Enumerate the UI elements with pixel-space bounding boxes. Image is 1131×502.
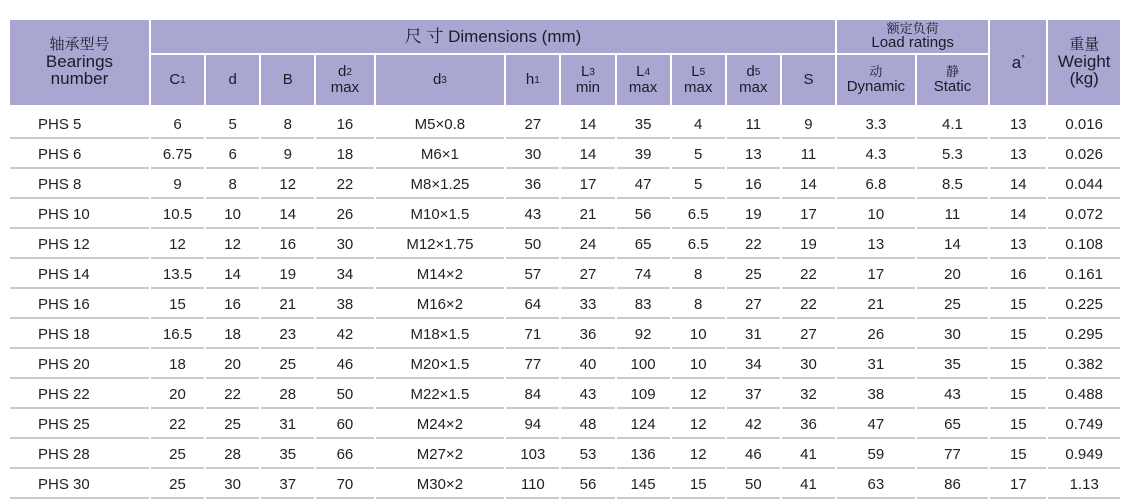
cell-d2: 22: [316, 171, 373, 199]
header-d5-label: d: [746, 63, 755, 81]
cell-static: 65: [917, 411, 989, 439]
cell-static: 4.1: [917, 111, 989, 139]
cell-l5: 5: [672, 171, 725, 199]
table-row: [10, 231, 1120, 259]
cell-d3: M20×1.5: [376, 351, 505, 379]
cell-s: 9: [782, 111, 835, 139]
cell-l3: 14: [561, 141, 614, 169]
cell-b: 12: [261, 171, 314, 199]
cell-model: PHS 14: [10, 261, 149, 289]
table-row: [10, 411, 1120, 439]
cell-alpha: 17: [990, 471, 1046, 499]
cell-s: 27: [782, 321, 835, 349]
cell-l4: 35: [617, 111, 670, 139]
cell-c1: 13.5: [151, 261, 204, 289]
cell-h1: 30: [506, 141, 559, 169]
cell-l5: 4: [672, 111, 725, 139]
cell-d5: 50: [727, 471, 780, 499]
cell-h1: 71: [506, 321, 559, 349]
cell-model: PHS 16: [10, 291, 149, 319]
cell-d2: 18: [316, 141, 373, 169]
header-load-en: Load ratings: [871, 34, 954, 52]
cell-b: 31: [261, 411, 314, 439]
cell-s: 36: [782, 411, 835, 439]
cell-model: PHS 18: [10, 321, 149, 349]
header-l5: [672, 55, 725, 105]
cell-s: 14: [782, 171, 835, 199]
cell-c1: 10.5: [151, 201, 204, 229]
cell-alpha: 13: [990, 141, 1046, 169]
bearing-spec-table-wrapper: [8, 18, 1122, 501]
cell-model: PHS 25: [10, 411, 149, 439]
header-l3: [561, 55, 614, 105]
cell-d5: 11: [727, 111, 780, 139]
cell-d: 5: [206, 111, 259, 139]
header-h1: [506, 55, 559, 105]
cell-l5: 6.5: [672, 201, 725, 229]
cell-b: 14: [261, 201, 314, 229]
cell-d: 25: [206, 411, 259, 439]
cell-model: PHS 8: [10, 171, 149, 199]
cell-d5: 22: [727, 231, 780, 259]
cell-s: 19: [782, 231, 835, 259]
cell-d2: 38: [316, 291, 373, 319]
header-alpha: [990, 20, 1046, 105]
cell-static: 77: [917, 441, 989, 469]
cell-l3: 53: [561, 441, 614, 469]
cell-h1: 94: [506, 411, 559, 439]
cell-dynamic: 10: [837, 201, 915, 229]
header-l3-min: min: [575, 79, 601, 96]
cell-s: 32: [782, 381, 835, 409]
spacer-cell: [10, 107, 1120, 109]
cell-l5: 6.5: [672, 231, 725, 259]
cell-d3: M14×2: [376, 261, 505, 289]
cell-d: 12: [206, 231, 259, 259]
cell-dynamic: 4.3: [837, 141, 915, 169]
cell-d5: 31: [727, 321, 780, 349]
cell-l3: 40: [561, 351, 614, 379]
cell-static: 20: [917, 261, 989, 289]
table-row: [10, 291, 1120, 319]
cell-b: 16: [261, 231, 314, 259]
cell-l3: 14: [561, 111, 614, 139]
header-c1: [151, 55, 204, 105]
header-dynamic: [837, 55, 915, 105]
cell-h1: 27: [506, 111, 559, 139]
cell-l4: 39: [617, 141, 670, 169]
cell-l3: 33: [561, 291, 614, 319]
cell-static: 35: [917, 351, 989, 379]
cell-d2: 42: [316, 321, 373, 349]
cell-d3: M16×2: [376, 291, 505, 319]
cell-l5: 15: [672, 471, 725, 499]
table-row: [10, 261, 1120, 289]
cell-weight: 0.749: [1048, 411, 1120, 439]
cell-d2: 50: [316, 381, 373, 409]
cell-h1: 57: [506, 261, 559, 289]
cell-d3: M8×1.25: [376, 171, 505, 199]
cell-l4: 47: [617, 171, 670, 199]
cell-weight: 0.072: [1048, 201, 1120, 229]
cell-h1: 36: [506, 171, 559, 199]
cell-dynamic: 3.3: [837, 111, 915, 139]
cell-b: 35: [261, 441, 314, 469]
cell-dynamic: 21: [837, 291, 915, 319]
cell-l4: 136: [617, 441, 670, 469]
header-alpha-degree: °: [1021, 52, 1025, 63]
cell-d5: 16: [727, 171, 780, 199]
header-weight-cn: 重量: [1069, 35, 1100, 53]
header-bearings-number: [10, 20, 149, 105]
cell-weight: 0.225: [1048, 291, 1120, 319]
table-row: [10, 471, 1120, 499]
cell-l4: 74: [617, 261, 670, 289]
header-weight-en1: Weight: [1057, 51, 1111, 71]
cell-static: 11: [917, 201, 989, 229]
cell-b: 23: [261, 321, 314, 349]
cell-d2: 60: [316, 411, 373, 439]
cell-d: 16: [206, 291, 259, 319]
cell-l4: 56: [617, 201, 670, 229]
cell-d: 18: [206, 321, 259, 349]
cell-l5: 8: [672, 291, 725, 319]
cell-l3: 36: [561, 321, 614, 349]
cell-c1: 20: [151, 381, 204, 409]
header-d5: [727, 55, 780, 105]
header-d5-sub: 5: [754, 67, 761, 79]
cell-b: 9: [261, 141, 314, 169]
cell-weight: 0.295: [1048, 321, 1120, 349]
header-d2: [316, 55, 373, 105]
cell-d3: M24×2: [376, 411, 505, 439]
cell-d: 30: [206, 471, 259, 499]
header-dynamic-en: Dynamic: [846, 77, 906, 95]
cell-static: 5.3: [917, 141, 989, 169]
cell-s: 30: [782, 351, 835, 379]
cell-b: 37: [261, 471, 314, 499]
cell-model: PHS 12: [10, 231, 149, 259]
cell-d5: 25: [727, 261, 780, 289]
cell-static: 30: [917, 321, 989, 349]
header-d3-sub: 3: [441, 75, 447, 87]
cell-d3: M27×2: [376, 441, 505, 469]
cell-d5: 13: [727, 141, 780, 169]
cell-d5: 19: [727, 201, 780, 229]
cell-alpha: 15: [990, 441, 1046, 469]
table-row: [10, 351, 1120, 379]
cell-weight: 0.382: [1048, 351, 1120, 379]
cell-c1: 25: [151, 441, 204, 469]
cell-dynamic: 31: [837, 351, 915, 379]
cell-dynamic: 13: [837, 231, 915, 259]
cell-dynamic: 6.8: [837, 171, 915, 199]
cell-d2: 16: [316, 111, 373, 139]
cell-d3: M22×1.5: [376, 381, 505, 409]
table-body: [10, 107, 1120, 499]
cell-d3: M5×0.8: [376, 111, 505, 139]
header-d3: [376, 55, 505, 105]
cell-model: PHS 5: [10, 111, 149, 139]
table-row: [10, 441, 1120, 469]
cell-c1: 18: [151, 351, 204, 379]
header-load-cn: 额定负荷: [886, 20, 939, 36]
cell-l5: 12: [672, 441, 725, 469]
header-l5-max: max: [684, 79, 713, 96]
cell-b: 21: [261, 291, 314, 319]
cell-alpha: 13: [990, 231, 1046, 259]
header-l4-sub: 4: [644, 67, 651, 79]
cell-weight: 0.488: [1048, 381, 1120, 409]
header-bearings-en2: number: [50, 69, 109, 89]
cell-b: 19: [261, 261, 314, 289]
table-row: [10, 201, 1120, 229]
cell-d2: 70: [316, 471, 373, 499]
cell-b: 28: [261, 381, 314, 409]
cell-l4: 109: [617, 381, 670, 409]
header-dynamic-cn: 动: [869, 64, 883, 80]
header-l3-label: L: [581, 63, 590, 81]
cell-l5: 8: [672, 261, 725, 289]
cell-l4: 83: [617, 291, 670, 319]
cell-d2: 66: [316, 441, 373, 469]
header-s: S: [782, 55, 835, 105]
cell-l3: 56: [561, 471, 614, 499]
cell-alpha: 16: [990, 261, 1046, 289]
header-l3-sub: 3: [589, 67, 595, 79]
header-weight-en2: (kg): [1069, 69, 1099, 89]
table-row: [10, 381, 1120, 409]
cell-d2: 46: [316, 351, 373, 379]
header-bearings-cn: 轴承型号: [49, 35, 110, 53]
header-l5-sub: 5: [699, 67, 706, 79]
cell-c1: 25: [151, 471, 204, 499]
cell-dynamic: 38: [837, 381, 915, 409]
cell-model: PHS 30: [10, 471, 149, 499]
cell-h1: 110: [506, 471, 559, 499]
cell-d: 20: [206, 351, 259, 379]
cell-s: 41: [782, 441, 835, 469]
header-c1-label: C: [169, 71, 181, 89]
cell-static: 14: [917, 231, 989, 259]
cell-dynamic: 47: [837, 411, 915, 439]
cell-d5: 42: [727, 411, 780, 439]
cell-l4: 92: [617, 321, 670, 349]
table-row: [10, 171, 1120, 199]
cell-weight: 0.044: [1048, 171, 1120, 199]
cell-h1: 43: [506, 201, 559, 229]
cell-b: 8: [261, 111, 314, 139]
cell-d3: M10×1.5: [376, 201, 505, 229]
cell-c1: 6: [151, 111, 204, 139]
cell-s: 22: [782, 291, 835, 319]
cell-d: 8: [206, 171, 259, 199]
cell-d: 6: [206, 141, 259, 169]
cell-h1: 64: [506, 291, 559, 319]
header-h1-label: h: [525, 71, 535, 89]
cell-static: 8.5: [917, 171, 989, 199]
cell-l5: 10: [672, 321, 725, 349]
cell-l3: 43: [561, 381, 614, 409]
cell-static: 43: [917, 381, 989, 409]
cell-l5: 10: [672, 351, 725, 379]
cell-d5: 37: [727, 381, 780, 409]
cell-h1: 103: [506, 441, 559, 469]
header-load-ratings: [837, 20, 988, 53]
cell-dynamic: 59: [837, 441, 915, 469]
header-d2-max: max: [330, 79, 360, 96]
table-row: [10, 141, 1120, 169]
cell-weight: 0.016: [1048, 111, 1120, 139]
cell-c1: 15: [151, 291, 204, 319]
cell-alpha: 14: [990, 201, 1046, 229]
header-static-en: Static: [933, 77, 972, 95]
header-dimensions: 尺 寸 Dimensions (mm): [151, 20, 835, 53]
cell-d: 14: [206, 261, 259, 289]
cell-dynamic: 17: [837, 261, 915, 289]
cell-static: 25: [917, 291, 989, 319]
cell-d: 22: [206, 381, 259, 409]
cell-d: 10: [206, 201, 259, 229]
cell-d3: M6×1: [376, 141, 505, 169]
header-spacer: [10, 107, 1120, 109]
cell-model: PHS 22: [10, 381, 149, 409]
cell-d3: M12×1.75: [376, 231, 505, 259]
cell-l3: 17: [561, 171, 614, 199]
cell-alpha: 15: [990, 381, 1046, 409]
cell-h1: 50: [506, 231, 559, 259]
cell-s: 11: [782, 141, 835, 169]
cell-dynamic: 63: [837, 471, 915, 499]
cell-d3: M18×1.5: [376, 321, 505, 349]
cell-c1: 12: [151, 231, 204, 259]
header-d2-label: d: [337, 63, 347, 81]
header-d: d: [206, 55, 259, 105]
header-h1-sub: 1: [534, 75, 540, 87]
header-d2-sub: 2: [346, 67, 352, 79]
cell-weight: 0.108: [1048, 231, 1120, 259]
cell-d5: 34: [727, 351, 780, 379]
cell-c1: 16.5: [151, 321, 204, 349]
table-row: [10, 321, 1120, 349]
cell-l3: 21: [561, 201, 614, 229]
cell-l3: 48: [561, 411, 614, 439]
cell-l5: 12: [672, 381, 725, 409]
header-l4-max: max: [628, 79, 658, 96]
cell-alpha: 13: [990, 111, 1046, 139]
cell-model: PHS 6: [10, 141, 149, 169]
cell-h1: 84: [506, 381, 559, 409]
header-alpha-label: a: [1011, 52, 1022, 72]
header-l4-label: L: [636, 63, 645, 81]
cell-model: PHS 10: [10, 201, 149, 229]
cell-l4: 145: [617, 471, 670, 499]
cell-c1: 9: [151, 171, 204, 199]
cell-l5: 12: [672, 411, 725, 439]
cell-alpha: 15: [990, 411, 1046, 439]
cell-l4: 124: [617, 411, 670, 439]
header-b: B: [261, 55, 314, 105]
cell-d3: M30×2: [376, 471, 505, 499]
cell-alpha: 15: [990, 321, 1046, 349]
cell-l3: 27: [561, 261, 614, 289]
cell-d: 28: [206, 441, 259, 469]
cell-model: PHS 28: [10, 441, 149, 469]
cell-d5: 27: [727, 291, 780, 319]
bearing-spec-table: [8, 18, 1122, 501]
cell-alpha: 15: [990, 351, 1046, 379]
header-c1-sub: 1: [180, 75, 186, 87]
cell-s: 41: [782, 471, 835, 499]
cell-d5: 46: [727, 441, 780, 469]
cell-c1: 22: [151, 411, 204, 439]
cell-weight: 0.161: [1048, 261, 1120, 289]
cell-model: PHS 20: [10, 351, 149, 379]
cell-b: 25: [261, 351, 314, 379]
cell-s: 17: [782, 201, 835, 229]
header-static: [917, 55, 989, 105]
header-d5-max: max: [739, 79, 768, 96]
header-static-cn: 静: [945, 64, 959, 80]
header-bearings-en1: Bearings: [45, 51, 114, 71]
cell-d2: 30: [316, 231, 373, 259]
table-row: [10, 111, 1120, 139]
cell-weight: 0.949: [1048, 441, 1120, 469]
header-l4: [617, 55, 670, 105]
header-d3-label: d: [432, 71, 442, 89]
cell-l3: 24: [561, 231, 614, 259]
cell-h1: 77: [506, 351, 559, 379]
cell-weight: 0.026: [1048, 141, 1120, 169]
cell-alpha: 15: [990, 291, 1046, 319]
cell-weight: 1.13: [1048, 471, 1120, 499]
cell-c1: 6.75: [151, 141, 204, 169]
cell-l4: 100: [617, 351, 670, 379]
header-weight: [1048, 20, 1120, 105]
cell-l5: 5: [672, 141, 725, 169]
cell-d2: 34: [316, 261, 373, 289]
cell-dynamic: 26: [837, 321, 915, 349]
cell-s: 22: [782, 261, 835, 289]
cell-alpha: 14: [990, 171, 1046, 199]
header-l5-label: L: [691, 63, 700, 81]
cell-d2: 26: [316, 201, 373, 229]
cell-l4: 65: [617, 231, 670, 259]
cell-static: 86: [917, 471, 989, 499]
